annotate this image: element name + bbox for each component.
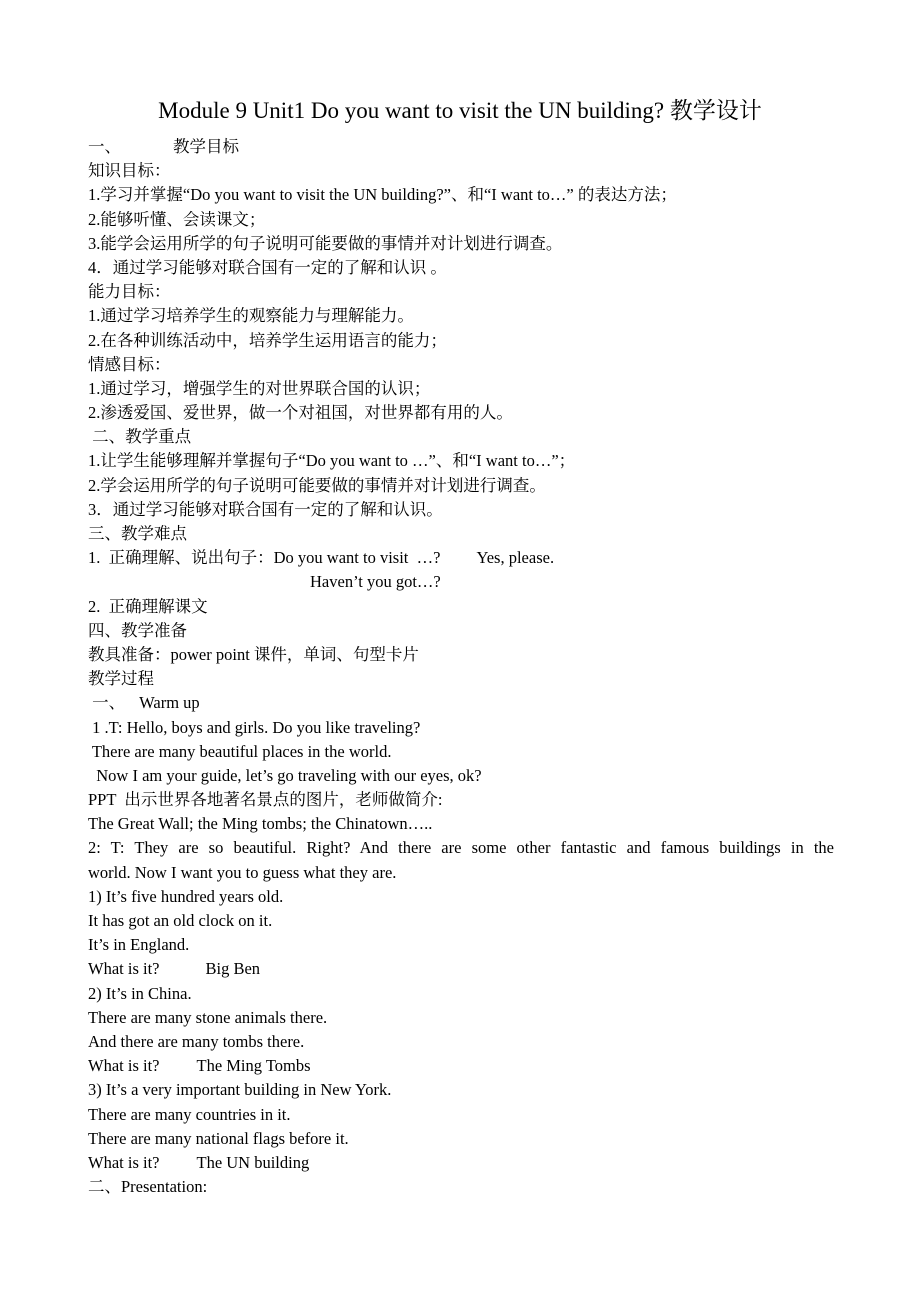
guess-clue: 1) It’s five hundred years old. <box>88 886 284 906</box>
guess-clue: It has got an old clock on it. <box>88 911 273 930</box>
process-line: PPT 出示世界各地著名景点的图片，老师做简介: <box>88 790 443 810</box>
warmup-label: Warm up <box>139 693 200 713</box>
guess-question: What is it? <box>88 1056 160 1076</box>
section-heading-difficulties: 三、教学难点 <box>88 524 187 543</box>
process-line: 1 .T: Hello, boys and girls. Do you like traveling? <box>88 717 421 737</box>
presentation-heading: 二、Presentation: <box>88 1177 208 1197</box>
guess-block <box>88 885 834 982</box>
section-heading-objectives <box>88 135 834 159</box>
ability-item: 2.在各种训练活动中，培养学生运用语言的能力； <box>88 330 447 350</box>
guess-clue: There are many countries in it. <box>88 1104 291 1124</box>
difficulty-item-continued <box>88 570 834 594</box>
difficulty-sentence: 1. 正确理解、说出句子：Do you want to visit …? <box>88 548 441 568</box>
difficulty-answer: Yes, please. <box>476 548 555 568</box>
difficulty-item <box>88 546 834 570</box>
knowledge-item: 2.能够听懂、会读课文； <box>88 209 266 229</box>
document-body <box>88 135 834 1199</box>
key-point-item: 3．通过学习能够对联合国有一定的了解和认识。 <box>88 499 443 519</box>
guess-clue: There are many stone animals there. <box>88 1007 328 1027</box>
emotion-item: 1.通过学习，增强学生的对世界联合国的认识； <box>88 378 431 398</box>
guess-question-row <box>88 957 834 981</box>
guess-clue: There are many national flags before it. <box>88 1128 349 1148</box>
knowledge-item: 3.能学会运用所学的句子说明可能要做的事情并对计划进行调查。 <box>88 233 563 253</box>
process-heading: 教学过程 <box>88 669 154 689</box>
process-line: The Great Wall; the Ming tombs; the Chinatown….. <box>88 814 433 834</box>
process-line: There are many beautiful places in the world. <box>88 741 392 761</box>
guess-clue: And there are many tombs there. <box>88 1031 305 1051</box>
guess-answer: Big Ben <box>205 959 261 979</box>
ability-heading: 能力目标： <box>88 282 171 302</box>
emotion-item: 2.渗透爱国、爱世界，做一个对祖国，对世界都有用的人。 <box>88 403 513 423</box>
guess-question-row <box>88 1054 834 1078</box>
guess-block <box>88 982 834 1079</box>
warmup-heading <box>88 691 834 715</box>
guess-question-row <box>88 1151 834 1175</box>
guess-block <box>88 1078 834 1175</box>
teaching-tools: 教具准备：power point 课件，单词、句型卡片 <box>88 644 419 664</box>
key-point-item: 2.学会运用所学的句子说明可能要做的事情并对计划进行调查。 <box>88 475 546 495</box>
process-line: Now I am your guide, let’s go traveling with our eyes, ok? <box>88 765 482 785</box>
guess-answer: The UN building <box>196 1152 310 1172</box>
guess-clue: It’s in England. <box>88 935 190 955</box>
section-label: 教学目标 <box>173 137 239 156</box>
knowledge-item: 1.学习并掌握“Do you want to visit the UN building?”、和“I want to…” 的表达方法； <box>88 185 677 205</box>
section-heading-key-points: 二、教学重点 <box>88 427 192 447</box>
guess-answer: The Ming Tombs <box>196 1056 311 1076</box>
emotion-heading: 情感目标： <box>88 354 171 374</box>
guess-clue: 2) It’s in China. <box>88 983 192 1003</box>
guess-clue: 3) It’s a very important building in New York. <box>88 1080 392 1100</box>
process-line: world. Now I want you to guess what they are. <box>88 862 397 882</box>
difficulty-item: 2. 正确理解课文 <box>88 596 208 616</box>
knowledge-heading: 知识目标： <box>88 161 171 181</box>
warmup-number: 一、 <box>88 693 126 713</box>
process-line-justified: 2: T: They are so beautiful. Right? And there are some other fantastic and famous buildings in the <box>88 838 834 858</box>
guess-question: What is it? <box>88 959 160 979</box>
document-title: Module 9 Unit1 Do you want to visit the UN building? 教学设计 <box>158 98 762 123</box>
section-heading-preparation: 四、教学准备 <box>88 620 187 640</box>
knowledge-item: 4．通过学习能够对联合国有一定的了解和认识 。 <box>88 257 447 277</box>
ability-item: 1.通过学习培养学生的观察能力与理解能力。 <box>88 306 414 326</box>
key-point-item: 1.让学生能够理解并掌握句子“Do you want to …”、和“I want to…”； <box>88 451 576 471</box>
guess-question: What is it? <box>88 1152 160 1172</box>
section-number: 一、 <box>88 137 121 156</box>
difficulty-sentence-2: Haven’t you got…? <box>310 572 441 592</box>
